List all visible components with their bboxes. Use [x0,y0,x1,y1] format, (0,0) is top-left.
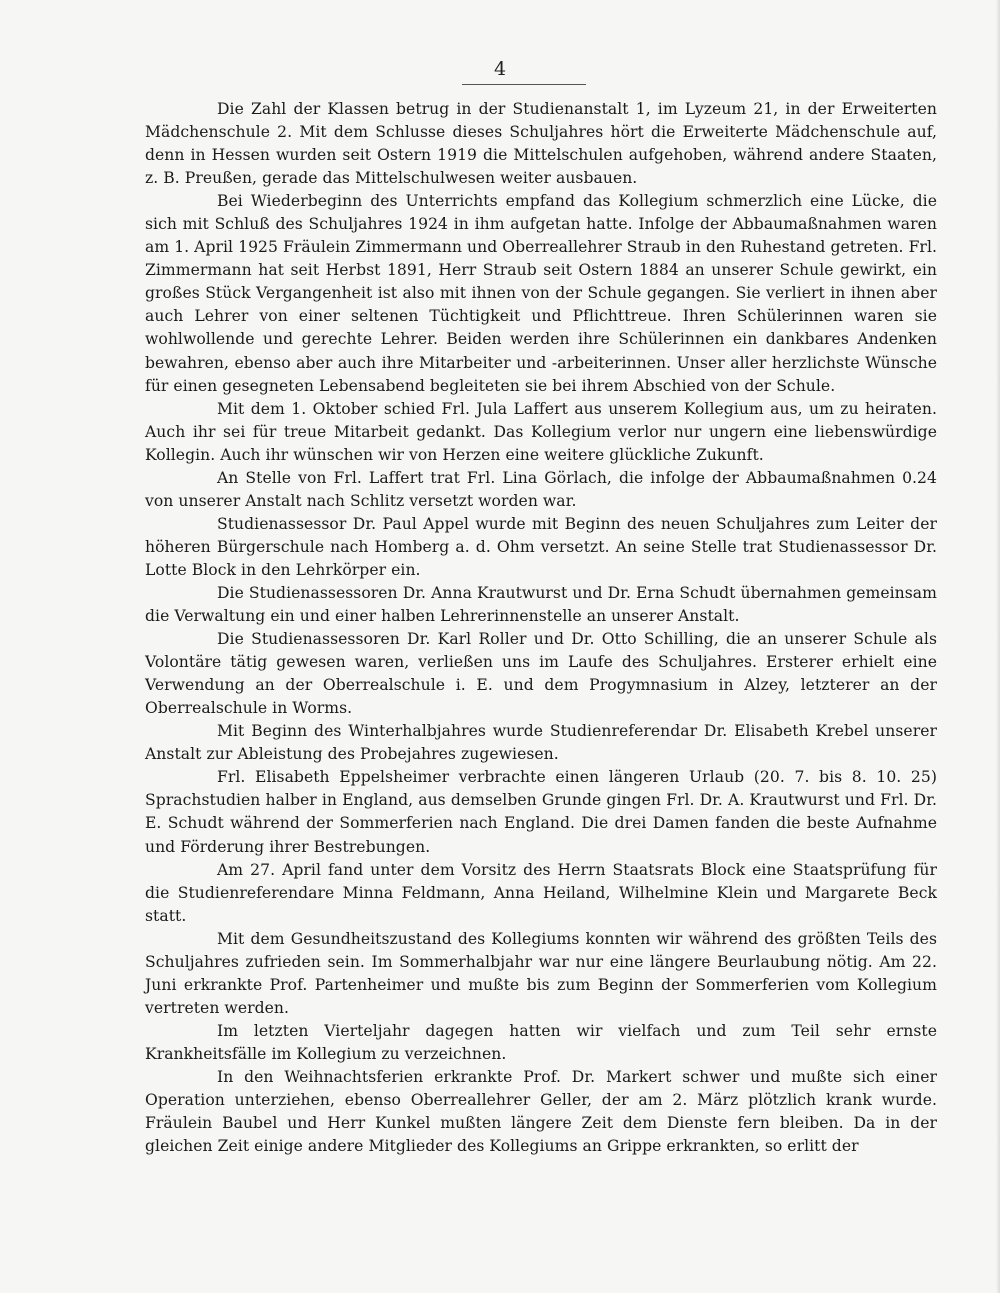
paragraph: Mit Beginn des Winterhalbjahres wurde Studienreferendar Dr. Elisabeth Krebel unserer Anstalt zur Ableistung des Probejahres zugewiesen. [145,722,937,764]
paragraph: Die Studienassessoren Dr. Karl Roller und Dr. Otto Schilling, die an unserer Schule als Volontäre tätig gewesen waren, verließen uns im Laufe des Schuljahres. Ersterer erhielt eine Verwendung an der Oberrealschule i. E. und dem Progymnasium in Alzey, letzterer an der Oberrealschule in Worms. [145,630,937,718]
scan-edge-shadow [996,0,1000,1293]
paragraph: Studienassessor Dr. Paul Appel wurde mit Beginn des neuen Schuljahres zum Leiter der höheren Bürgerschule nach Homberg a. d. Ohm versetzt. An seine Stelle trat Studienassessor Dr. Lotte Block in den Lehrkörper ein. [145,514,937,579]
paragraph: Frl. Elisabeth Eppelsheimer verbrachte einen längeren Urlaub (20. 7. bis 8. 10. 25) Sprachstudien halber in England, aus demselben Grunde gingen Frl. Dr. A. Krautwurst und Frl. Dr. E. Schudt während der Sommerferien nach England. Die drei Damen fanden die beste Aufnahme und Förderung ihrer Bestrebungen. [145,768,937,856]
paragraph: An Stelle von Frl. Laffert trat Frl. Lina Görlach, die infolge der Abbaumaßnahmen 0.24 von unserer Anstalt nach Schlitz versetzt worden war. [145,468,937,510]
paragraph: Mit dem 1. Oktober schied Frl. Jula Laffert aus unserem Kollegium aus, um zu heiraten. Auch ihr sei für treue Mitarbeit gedankt. Das Kollegium verlor nur ungern eine liebenswürdige Kollegin. Auch ihr wünschen wir von Herzen eine weitere glückliche Zukunft. [145,399,937,464]
paragraph: Die Zahl der Klassen betrug in der Studienanstalt 1, im Lyzeum 21, in der Erweiterten Mädchenschule 2. Mit dem Schlusse dieses Schuljahres hört die Erweiterte Mädchenschule auf, denn in Hessen wurden seit Ostern 1919 die Mittelschulen aufgehoben, während andere Staaten, z. B. Preußen, gerade das Mittelschulwesen weiter ausbauen. [145,100,937,188]
paragraph: Mit dem Gesundheitszustand des Kollegiums konnten wir während des größten Teils des Schuljahres zufrieden sein. Im Sommerhalbjahr war nur eine längere Beurlaubung nötig. Am 22. Juni erkrankte Prof. Partenheimer und mußte bis zum Beginn der Sommerferien vom Kollegium vertreten werden. [145,929,937,1017]
page-number: 4 [493,58,507,80]
paragraph: Die Studienassessoren Dr. Anna Krautwurst und Dr. Erna Schudt übernahmen gemeinsam die Verwaltung ein und einer halben Lehrerinnenstelle an unserer Anstalt. [145,583,937,626]
paragraph: Bei Wiederbeginn des Unterrichts empfand das Kollegium schmerzlich eine Lücke, die sich mit Schluß des Schuljahres 1924 in ihm aufgetan hatte. Infolge der Abbaumaßnahmen waren am 1. April 1925 Fräulein Zimmermann und Oberreallehrer Straub in den Ruhestand getreten. Frl. Zimmermann hat seit Herbst 1891, Herr Straub seit Ostern 1884 an unserer Schule gewirkt, ein großes Stück Vergangenheit ist also mit ihnen von der Schule gegangen. Sie verliert in ihnen aber auch Lehrer von einer seltenen Tüchtigkeit und Pflichttreue. Ihren Schülerinnen waren sie wohlwollende und gerechte Lehrer. Beiden werden ihre Schülerinnen ein dankbares Andenken bewahren, ebenso aber auch ihre Mitarbeiter und -arbeiterinnen. Unser aller herzlichste Wünsche für einen gesegneten Lebensabend begleiteten sie bei ihrem Abschied von der Schule. [145,192,937,395]
header-rule [462,84,586,85]
paragraph: In den Weihnachtsferien erkrankte Prof. Dr. Markert schwer und mußte sich einer Operation unterziehen, ebenso Oberreallehrer Geller, der am 2. März plötzlich krank wurde. Fräulein Baubel und Herr Kunkel mußten längere Zeit dem Dienste fern bleiben. Da in der gleichen Zeit einige andere Mitglieder des Kollegiums an Grippe erkrankten, so erlitt der [145,1067,937,1156]
paragraph: Am 27. April fand unter dem Vorsitz des Herrn Staatsrats Block eine Staatsprüfung für die Studienreferendare Minna Feldmann, Anna Heiland, Wilhelmine Klein und Margarete Beck statt. [145,860,937,925]
body-text [145,98,937,1158]
paragraph: Im letzten Vierteljahr dagegen hatten wir vielfach und zum Teil sehr ernste Krankheitsfälle im Kollegium zu verzeichnen. [145,1021,937,1063]
